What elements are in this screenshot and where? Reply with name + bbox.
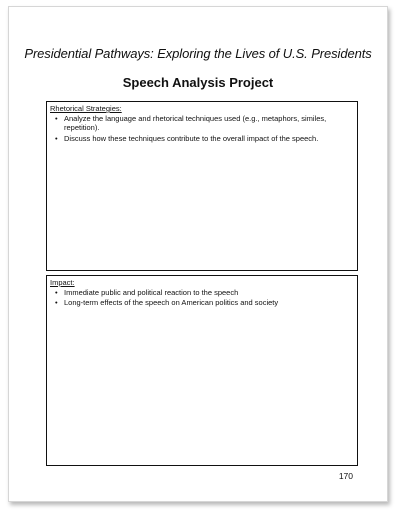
bullet-icon: • [55,298,58,307]
document-page [8,6,388,502]
rhetorical-strategies-box [46,101,358,271]
list-item-text: Immediate public and political reaction to the speech [64,287,239,297]
document-title: Presidential Pathways: Exploring the Lives of U.S. Presidents [24,46,372,61]
bullet-icon: • [55,287,58,297]
impact-list [50,288,354,308]
list-item-text: Analyze the language and rhetorical techniques used (e.g., metaphors, similes, repetition). [64,113,327,132]
list-item [50,298,354,308]
list-item [50,288,354,298]
list-item [50,134,354,144]
impact-heading: Impact: [50,278,75,287]
list-item-text: Discuss how these techniques contribute to the overall impact of the speech. [64,133,319,143]
impact-box [46,275,358,466]
bullet-icon: • [55,133,58,143]
rhetorical-strategies-list [50,114,354,144]
bullet-icon: • [55,113,58,123]
list-item-text: Long-term effects of the speech on American politics and society [64,298,279,307]
project-title: Speech Analysis Project [122,75,274,90]
list-item [50,114,354,133]
rhetorical-strategies-heading: Rhetorical Strategies: [50,104,122,113]
page-number: 170 [338,471,353,481]
